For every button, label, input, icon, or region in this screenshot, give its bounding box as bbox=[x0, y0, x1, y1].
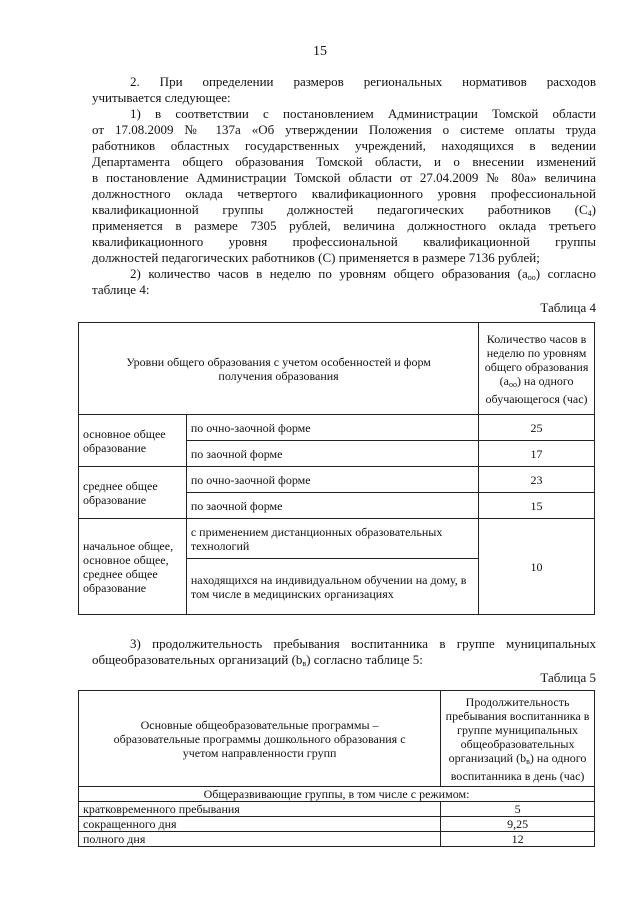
p21-line: должностного оклада четвертого квалификационного уровня профессиональной bbox=[92, 186, 596, 201]
mode-cell: сокращенного дня bbox=[79, 817, 441, 832]
form-cell: по заочной форме bbox=[186, 441, 478, 467]
paragraph-2-2-line2: таблице 4: bbox=[92, 282, 150, 297]
form-cell: по заочной форме bbox=[186, 493, 478, 519]
table4-header-left: Уровни общего образования с учетом особенностей и форм получения образования bbox=[79, 323, 479, 415]
p21-line: в постановление Администрации Томской области от 27.04.2009 № 80а» величина bbox=[92, 170, 596, 185]
table5-header-left: Основные общеобразовательные программы – образовательные программы дошкольного образования с учетом направленности групп bbox=[79, 691, 441, 787]
duration-cell: 9,25 bbox=[441, 817, 595, 832]
hours-cell: 23 bbox=[479, 467, 595, 493]
table-row bbox=[79, 832, 595, 847]
p21-line: от 17.08.2009 № 137а «Об утверждении Положения о системе оплаты труда bbox=[92, 122, 596, 137]
form-cell: находящихся на индивидуальном обучении на дому, в том числе в медицинских организациях bbox=[186, 559, 478, 615]
level-cell: среднее общее образование bbox=[79, 467, 187, 519]
p21-line: работников областных государственных учреждений, находящихся в ведении bbox=[92, 138, 596, 153]
hours-cell: 17 bbox=[479, 441, 595, 467]
table-row bbox=[79, 415, 595, 441]
table-4 bbox=[78, 322, 595, 615]
paragraph-3-line1: 3) продолжительность пребывания воспитанника в группе муниципальных bbox=[130, 636, 596, 651]
table5-header-right: Продолжительность пребывания воспитанника в группе муниципальных общеобразовательных организаций $(b_в)$ на одного воспитанника в день (час) bbox=[441, 691, 595, 787]
form-cell: по очно-заочной форме bbox=[186, 415, 478, 441]
level-cell: начальное общее, основное общее, среднее общее образование bbox=[79, 519, 187, 615]
duration-cell: 12 bbox=[441, 832, 595, 847]
table5-caption: Таблица 5 bbox=[540, 670, 596, 685]
paragraph-3-line2: общеобразовательных организаций $(b_в)$ согласно таблице 5: bbox=[92, 652, 423, 668]
p21-line-last: должностей педагогических работников (С) применяется в размере 7136 рублей; bbox=[92, 250, 540, 265]
hours-cell: 10 bbox=[479, 519, 595, 615]
paragraph-2-line2: учитывается следующее: bbox=[92, 90, 231, 105]
mode-cell: полного дня bbox=[79, 832, 441, 847]
page-number: 15 bbox=[313, 44, 327, 59]
table-row bbox=[79, 519, 595, 559]
p21-line: применяется в размере 7305 рублей, величина должностного оклада третьего bbox=[92, 218, 596, 233]
table-row bbox=[79, 802, 595, 817]
table4-header-right: Количество часов в неделю по уровням общего образования $(a_{оо})$ на одного обучающегося (час) bbox=[479, 323, 595, 415]
table4-caption: Таблица 4 bbox=[540, 300, 596, 315]
paragraph-2-line1: 2. При определении размеров региональных нормативов расходов bbox=[130, 74, 596, 89]
table5-section-header: Общеразвивающие группы, в том числе с режимом: bbox=[79, 787, 595, 802]
form-cell: с применением дистанционных образовательных технологий bbox=[186, 519, 478, 559]
hours-cell: 15 bbox=[479, 493, 595, 519]
table-row bbox=[79, 467, 595, 493]
hours-cell: 25 bbox=[479, 415, 595, 441]
p21-line: квалификационного уровня профессиональной квалификационной группы bbox=[92, 234, 596, 249]
p21-line: 1) в соответствии с постановлением Администрации Томской области bbox=[130, 106, 596, 121]
duration-cell: 5 bbox=[441, 802, 595, 817]
mode-cell: кратковременного пребывания bbox=[79, 802, 441, 817]
form-cell: по очно-заочной форме bbox=[186, 467, 478, 493]
level-cell: основное общее образование bbox=[79, 415, 187, 467]
p21-line: Департамента общего образования Томской области, и о внесении изменений bbox=[92, 154, 596, 169]
table-row bbox=[79, 817, 595, 832]
p21-line-c4: квалификационной группы должностей педагогических работников $(C_4)$ bbox=[92, 202, 596, 218]
paragraph-2-2-line1: 2) количество часов в неделю по уровням общего образования $(a_{оо})$ согласно bbox=[130, 266, 596, 282]
table-5 bbox=[78, 690, 595, 847]
